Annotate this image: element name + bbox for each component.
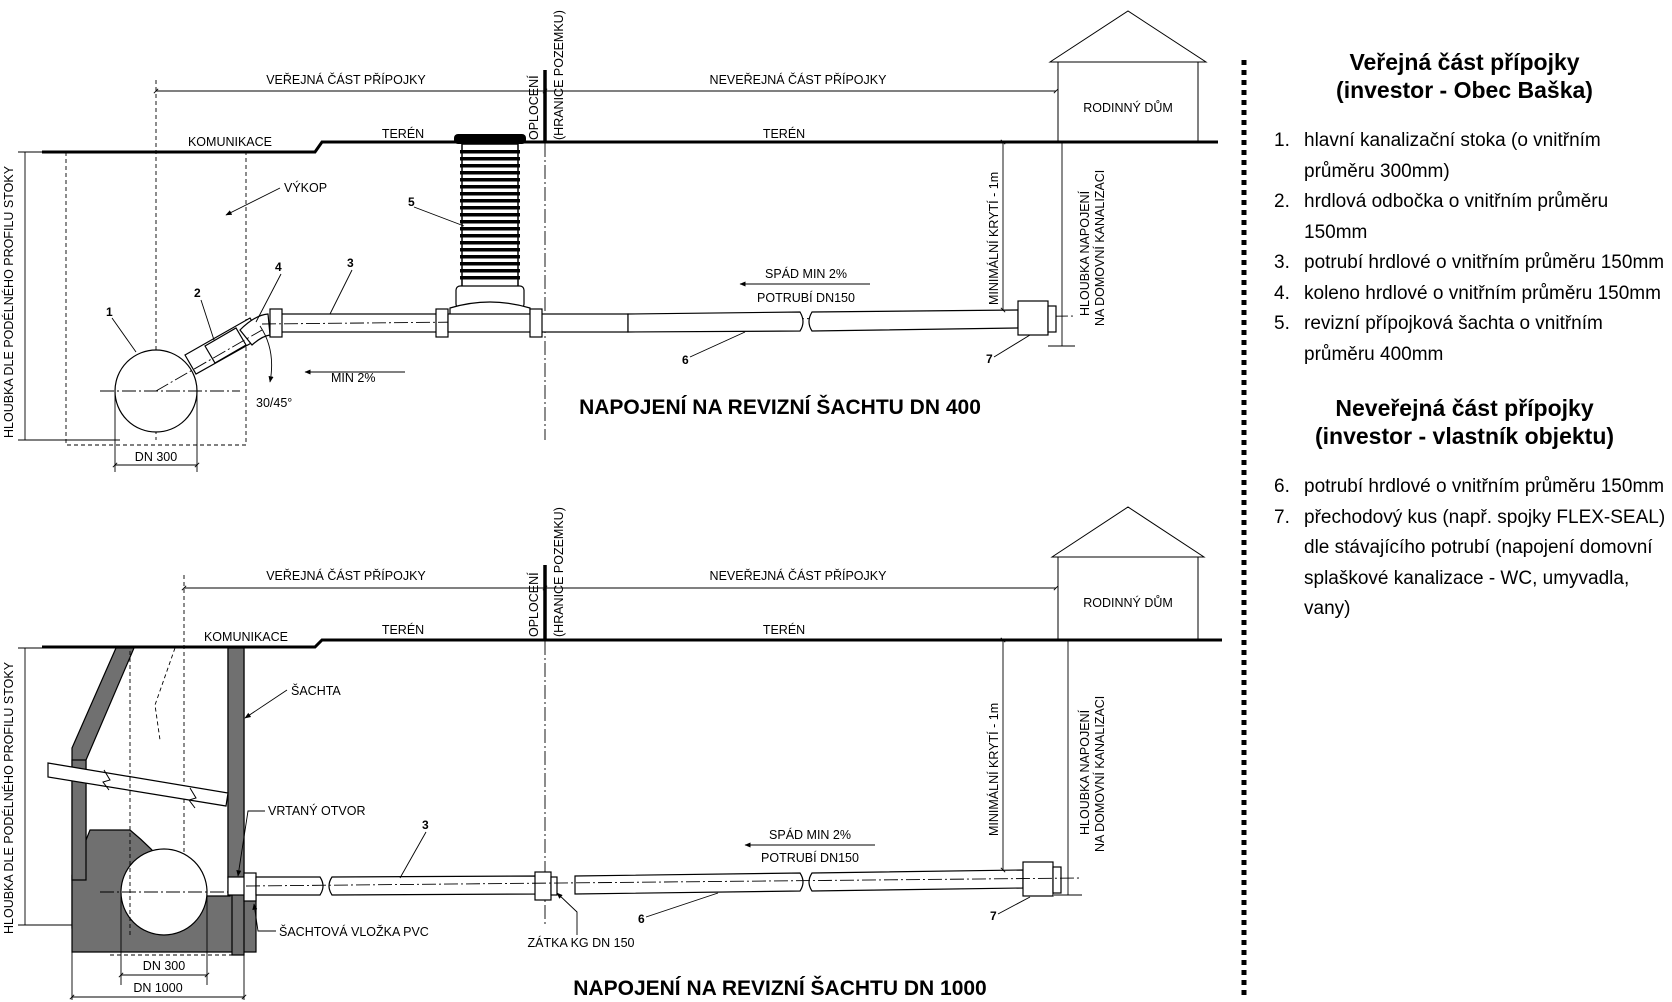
item-text: přechodový kus (např. spojky FLEX-SEAL) dle stávajícího potrubí (napojení domovní splaškové kanalizace - WC, umyvadla, vany) (1304, 506, 1666, 619)
callout-5: 5 (408, 195, 415, 209)
shaft-label: ŠACHTA (291, 684, 341, 698)
private-part-label: NEVEŘEJNÁ ČÁST PŘÍPOJKY (709, 73, 887, 87)
callout-1: 1 (106, 305, 113, 319)
list-item (1262, 187, 1667, 248)
shaft-rib (460, 150, 520, 154)
item-text: potrubí hrdlové o vnitřním průměru 150mm (1304, 252, 1665, 273)
item-text: hrdlová odbočka o vnitřním průměru 150mm (1304, 191, 1609, 243)
boundary-label-bottom: (HRANICE POZEMKU) (552, 507, 566, 637)
shaft-rib (460, 255, 520, 259)
private-items-list (1262, 472, 1667, 625)
list-item (1262, 126, 1667, 187)
list-item (1262, 279, 1667, 310)
excavation-label: VÝKOP (284, 181, 328, 195)
callout-3-bottom: 3 (422, 818, 429, 832)
shaft-rib (460, 206, 520, 210)
private-section-title-1: Neveřejná část přípojky (1335, 395, 1594, 421)
terrain-right-label-bottom: TERÉN (762, 623, 806, 637)
callout-6-bottom: 6 (638, 912, 645, 926)
plug-label: ZÁTKA KG DN 150 (527, 936, 635, 950)
callout-7-bottom: 7 (990, 909, 997, 923)
fence-label: OPLOCENÍ (527, 75, 541, 140)
diagram-bottom-title: NAPOJENÍ NA REVIZNÍ ŠACHTU DN 1000 (573, 977, 987, 1000)
pipe-dn150-label-bottom: POTRUBÍ DN150 (761, 851, 859, 865)
depth-right-label-2: NA DOMOVNÍ KANALIZACI (1093, 169, 1107, 326)
callout-3: 3 (347, 256, 354, 270)
item-number: 3. (1274, 252, 1290, 273)
shaft-rib (460, 262, 520, 266)
callout-4: 4 (275, 260, 282, 274)
shaft-rib (460, 171, 520, 175)
shaft-rib (460, 213, 520, 217)
diagram-top-title: NAPOJENÍ NA REVIZNÍ ŠACHTU DN 400 (579, 396, 981, 419)
fence-label-bottom: OPLOCENÍ (527, 572, 541, 637)
private-section-title-2: (investor - vlastník objektu) (1314, 423, 1615, 449)
angle-label: 30/45° (256, 396, 293, 410)
item-number: 1. (1274, 130, 1290, 151)
min-cover-label: MINIMÁLNÍ KRYTÍ - 1m (987, 171, 1001, 305)
list-item (1262, 248, 1667, 279)
shaft-rib (460, 185, 520, 189)
list-item (1262, 472, 1667, 503)
item-text: koleno hrdlové o vnitřním průměru 150mm (1304, 282, 1661, 304)
diagram-bottom (1, 507, 1222, 1000)
terrain-left-label-bottom: TERÉN (381, 623, 425, 637)
depth-left-label-bottom: HLOUBKA DLE PODÉLNÉHO PROFILU STOKY (2, 661, 16, 934)
public-part-label: VEŘEJNÁ ČÁST PŘÍPOJKY (266, 73, 426, 87)
dn300-label: DN 300 (134, 450, 178, 464)
road-label: KOMUNIKACE (187, 135, 273, 149)
shaft-rib (460, 220, 520, 224)
item-number: 4. (1274, 282, 1290, 304)
slope-label: SPÁD MIN 2% (765, 267, 847, 281)
item-number: 5. (1274, 313, 1290, 334)
revision-shaft-dn400 (450, 134, 530, 318)
item-text: hlavní kanalizační stoka (o vnitřním průměru 300mm) (1304, 130, 1601, 182)
depth-right-label-1: HLOUBKA NAPOJENÍ (1078, 190, 1092, 316)
house-label-bottom: RODINNÝ DŮM (1083, 596, 1173, 610)
public-part-label-bottom: VEŘEJNÁ ČÁST PŘÍPOJKY (266, 569, 426, 583)
legend-panel (1262, 48, 1667, 625)
shaft-rib (460, 178, 520, 182)
shaft-rib (460, 164, 520, 168)
diagram-top (1, 10, 1218, 472)
pipe-dn150-label: POTRUBÍ DN150 (757, 291, 855, 305)
public-section-title-2: (investor - Obec Baška) (1336, 77, 1593, 103)
shaft-rib (460, 269, 520, 273)
item-number: 6. (1274, 476, 1290, 497)
boundary-label: (HRANICE POZEMKU) (552, 10, 566, 140)
shaft-rib (460, 199, 520, 203)
house-label: RODINNÝ DŮM (1083, 101, 1173, 115)
min-slope-label: MIN 2% (331, 371, 376, 385)
shaft-rib (460, 192, 520, 196)
dn1000-label: DN 1000 (133, 981, 183, 995)
public-items-list (1262, 126, 1667, 370)
callout-2: 2 (194, 286, 201, 300)
item-text: revizní přípojková šachta o vnitřním průměru 400mm (1304, 313, 1603, 365)
public-section-title-1: Veřejná část přípojky (1349, 49, 1580, 75)
shaft-rib (460, 241, 520, 245)
shaft-rib (460, 227, 520, 231)
callout-6: 6 (682, 353, 689, 367)
depth-right-label-2-bottom: NA DOMOVNÍ KANALIZACI (1093, 695, 1107, 852)
depth-right-label-1-bottom: HLOUBKA NAPOJENÍ (1078, 709, 1092, 835)
item-number: 2. (1274, 191, 1290, 212)
slope-label-bottom: SPÁD MIN 2% (769, 828, 851, 842)
terrain-right-label: TERÉN (762, 127, 806, 141)
item-number: 7. (1274, 506, 1290, 528)
road-label-bottom: KOMUNIKACE (203, 630, 289, 644)
list-item (1262, 309, 1667, 370)
house-top (1050, 11, 1206, 142)
item-text: potrubí hrdlové o vnitřním průměru 150mm (1304, 476, 1665, 497)
depth-left-label: HLOUBKA DLE PODÉLNÉHO PROFILU STOKY (2, 165, 16, 438)
terrain-left-label: TERÉN (381, 127, 425, 141)
shaft-rib (460, 276, 520, 280)
drilled-hole-label: VRTANÝ OTVOR (268, 804, 366, 818)
min-cover-label-bottom: MINIMÁLNÍ KRYTÍ - 1m (987, 702, 1001, 836)
house-bottom (1052, 507, 1204, 640)
shaft-rib (460, 234, 520, 238)
callout-7: 7 (986, 352, 993, 366)
list-item (1262, 503, 1667, 625)
shaft-rib (460, 157, 520, 161)
shaft-rib (460, 248, 520, 252)
dn300-label-bottom: DN 300 (142, 959, 186, 973)
shaft-liner-label: ŠACHTOVÁ VLOŽKA PVC (279, 925, 429, 939)
private-part-label-bottom: NEVEŘEJNÁ ČÁST PŘÍPOJKY (709, 569, 887, 583)
